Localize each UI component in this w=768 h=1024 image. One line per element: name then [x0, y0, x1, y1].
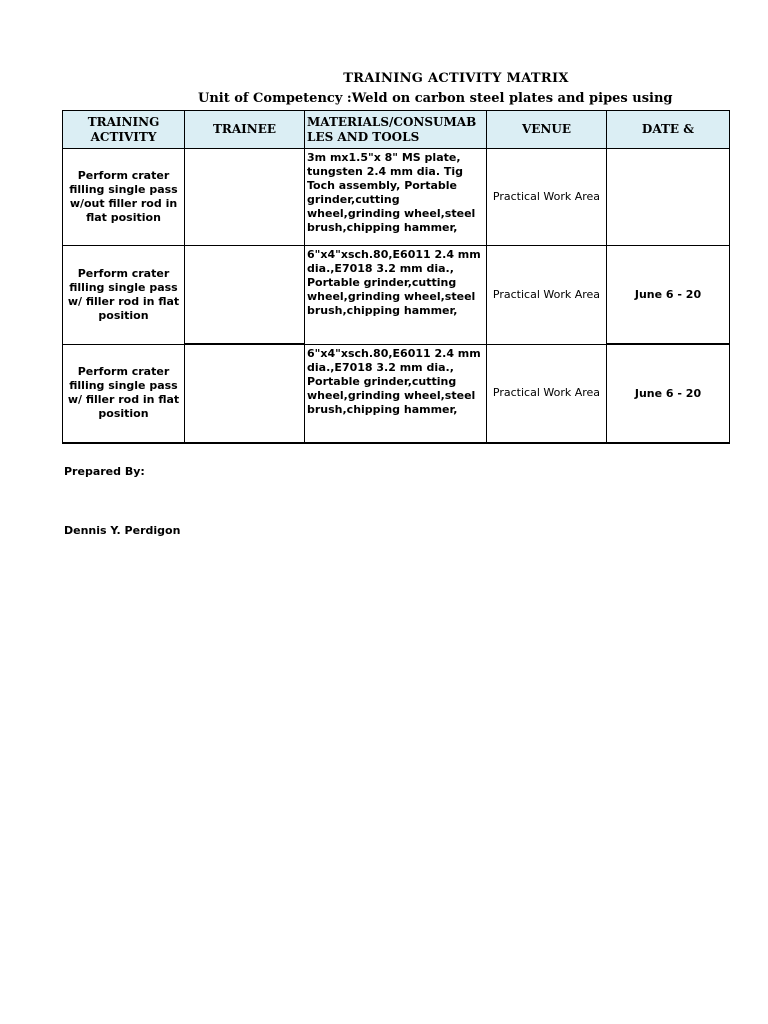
- prepared-by-label: Prepared By:: [64, 465, 145, 478]
- unit-of-competency: Unit of Competency :Weld on carbon steel plates and pipes using: [198, 91, 673, 106]
- col-header-training-activity: TRAINING ACTIVITY: [63, 111, 185, 149]
- activity-cell: Perform crater filling single pass w/out filler rod in flat position: [63, 149, 185, 246]
- table-header-row: [63, 111, 730, 149]
- table-row: [63, 246, 730, 345]
- document-title: TRAINING ACTIVITY MATRIX: [343, 71, 569, 86]
- materials-cell: 3m mx1.5"x 8" MS plate, tungsten 2.4 mm dia. Tig Toch assembly, Portable grinder,cutting wheel,grinding wheel,steel brush,chipping hammer,: [305, 149, 487, 246]
- venue-cell: Practical Work Area: [487, 246, 607, 345]
- signatory-name: Dennis Y. Perdigon: [64, 524, 181, 537]
- trainee-cell: [185, 344, 305, 443]
- training-matrix-sheet: [0, 0, 702, 460]
- col-header-date: DATE &: [607, 111, 730, 149]
- activity-cell: Perform crater filling single pass w/ filler rod in flat position: [63, 246, 185, 345]
- materials-cell: 6"x4"xsch.80,E6011 2.4 mm dia.,E7018 3.2 mm dia., Portable grinder,cutting wheel,grinding wheel,steel brush,chipping hammer,: [305, 344, 487, 443]
- date-cell: June 6 - 20: [607, 344, 730, 443]
- date-cell: [607, 149, 730, 246]
- activity-cell: Perform crater filling single pass w/ filler rod in flat position: [63, 344, 185, 443]
- training-activity-table: [62, 110, 730, 444]
- table-row: [63, 149, 730, 246]
- date-cell: June 6 - 20: [607, 246, 730, 345]
- table-row: [63, 344, 730, 443]
- trainee-cell: [185, 246, 305, 345]
- venue-cell: Practical Work Area: [487, 344, 607, 443]
- materials-cell: 6"x4"xsch.80,E6011 2.4 mm dia.,E7018 3.2 mm dia., Portable grinder,cutting wheel,grinding wheel,steel brush,chipping hammer,: [305, 246, 487, 345]
- col-header-materials: MATERIALS/CONSUMAB LES AND TOOLS: [305, 111, 487, 149]
- col-header-trainee: TRAINEE: [185, 111, 305, 149]
- col-header-venue: VENUE: [487, 111, 607, 149]
- venue-cell: Practical Work Area: [487, 149, 607, 246]
- trainee-cell: [185, 149, 305, 246]
